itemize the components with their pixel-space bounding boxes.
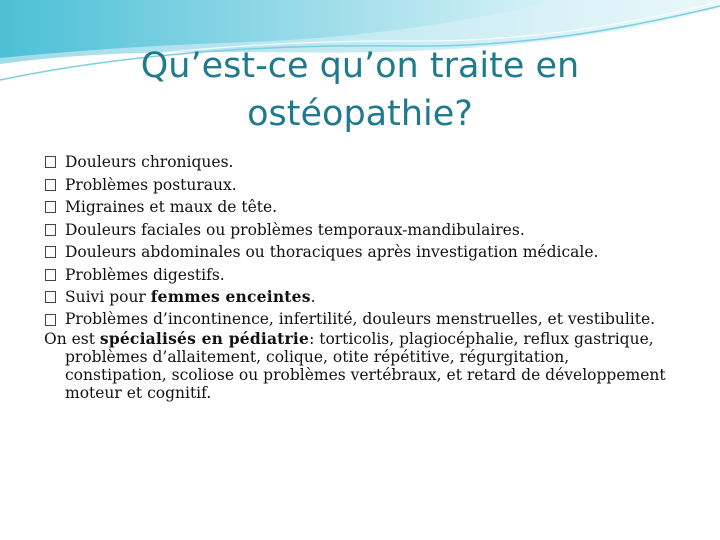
list-item-text: Problèmes digestifs. [65, 265, 225, 284]
list-item [44, 265, 674, 285]
list-item-text: Problèmes d’incontinence, infertilité, douleurs menstruelles, et vestibulite. [65, 309, 656, 328]
list-item-text: Problèmes posturaux. [65, 175, 237, 194]
pediatrics-paragraph [44, 330, 674, 402]
list-item [44, 220, 674, 240]
list-item [44, 242, 674, 262]
paragraph-text-after: : torticolis, plagiocéphalie, reflux gastrique, problèmes d’allaitement, colique, otite répétitive, régurgitation, constipation, scoliose ou problèmes vertébraux, et retard de développement moteur et cognitif. [65, 330, 666, 402]
square-bullet-icon [45, 314, 56, 326]
list-item-text: Douleurs faciales ou problèmes temporaux-mandibulaires. [65, 220, 525, 239]
list-item-text-bold: femmes enceintes [150, 287, 311, 306]
paragraph-text-bold: spécialisés en pédiatrie [99, 329, 310, 348]
list-item [44, 152, 674, 172]
square-bullet-icon [45, 201, 56, 213]
slide-title-line-2: ostéopathie? [247, 94, 473, 134]
square-bullet-icon [45, 179, 56, 191]
square-bullet-icon [45, 224, 56, 236]
bullet-list [44, 152, 674, 328]
square-bullet-icon [45, 269, 56, 281]
list-item-text-before: Suivi pour [65, 288, 151, 306]
list-item [44, 310, 674, 328]
slide-content [44, 152, 674, 402]
list-item [44, 175, 674, 195]
square-bullet-icon [45, 246, 56, 258]
list-item-text-after: . [310, 288, 316, 306]
list-item-text: Migraines et maux de tête. [65, 198, 278, 216]
list-item-text: Douleurs chroniques. [65, 153, 234, 171]
list-item [44, 287, 674, 307]
square-bullet-icon [45, 291, 56, 303]
paragraph-text-before: On est [44, 330, 100, 348]
slide-title-line-1: Qu’est-ce qu’on traite en [140, 46, 580, 86]
list-item-text: Douleurs abdominales ou thoraciques après investigation médicale. [65, 243, 599, 261]
slide-title [80, 42, 640, 138]
list-item [44, 197, 674, 217]
square-bullet-icon [45, 156, 56, 168]
